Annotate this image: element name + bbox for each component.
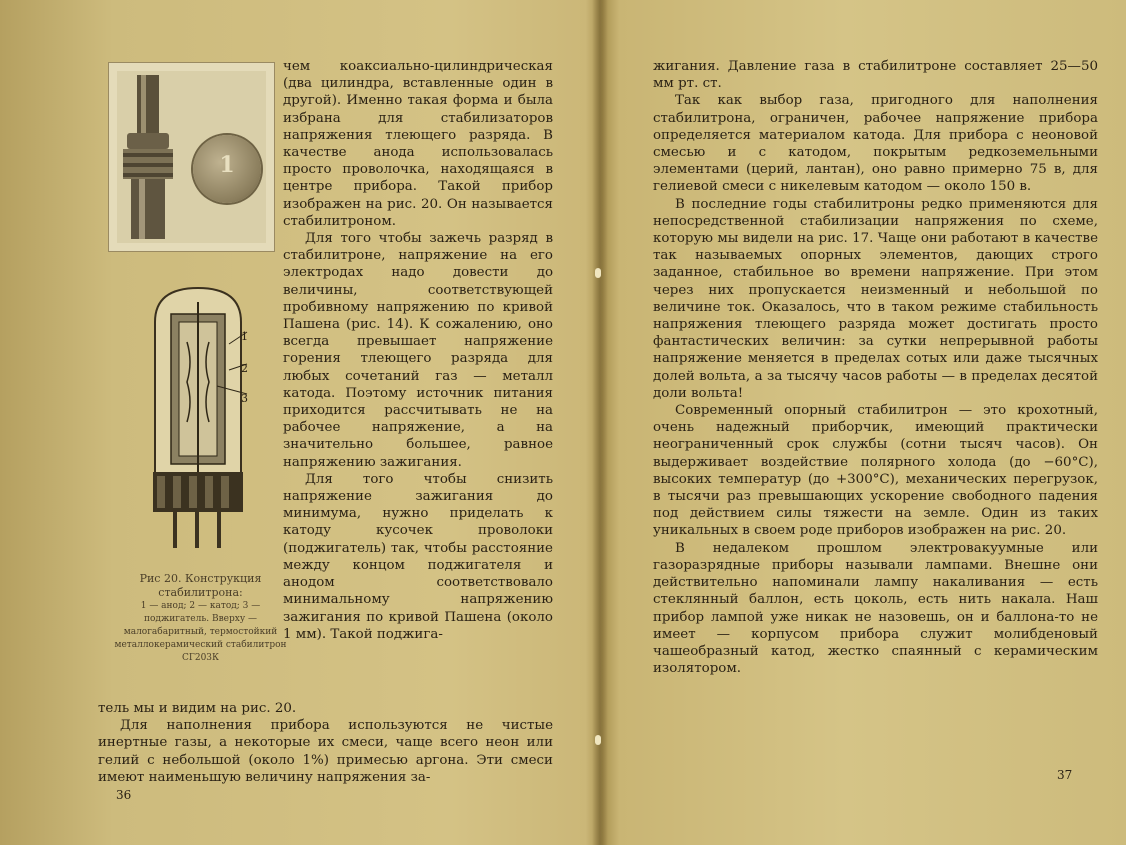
paragraph: В недалеком прошлом электровакуумные или газоразрядные приборы называли лампами. Внешне они действительно напоминали лампу накаливания — есть стеклянный баллон, есть цоколь, есть нить накала. Наш прибор лампой уже никак не назовешь, он и баллона-то не имеет — корпусом прибора служит молибденовый чашеобразный катод, жестко спаянный с керамическим изолятором. <box>653 540 1098 677</box>
paragraph: тель мы и видим на рис. 20. <box>98 701 297 716</box>
paragraph: Для наполнения прибора используются не чистые инертные газы, а некоторые их смеси, чаще всего неон или гелий с небольшой (около 1%) примесью аргона. Эти смеси имеют наименьшую величину напряжения за- <box>98 718 553 785</box>
tube-label-3: 3 <box>241 392 248 405</box>
paragraph: чем коаксиально-цилиндрическая (два цилиндра, вставленные один в другой). Именно такая форма и была избрана для стабилизаторов напряжения тлеющего разряда. В качестве анода использовалась просто проволочка, находящаяся в центре прибора. Такой прибор изображен на рис. 20. Он называется стабилитроном. <box>283 59 553 229</box>
figure-caption <box>108 572 293 665</box>
page-number: 36 <box>116 788 132 802</box>
right-page <box>603 0 1126 845</box>
paragraph: жигания. Давление газа в стабилитроне составляет 25—50 мм рт. ст. <box>653 59 1098 92</box>
left-full-width-text <box>98 700 553 786</box>
caption-title: Рис 20. Конструкция стабилитрона: <box>139 572 262 599</box>
page-number: 37 <box>1057 768 1073 782</box>
caption-text: 1 — анод; 2 — катод; 3 — поджигатель. Вверху — малогабаритный, термостойкий металлокерамический стабилитрон СГ203К <box>114 601 287 663</box>
stabilitron-tube-illustration <box>143 282 253 552</box>
left-text-column <box>283 58 553 643</box>
tube-label-1: 1 <box>241 330 248 343</box>
stabilitron-photo <box>108 62 275 252</box>
paragraph: Современный опорный стабилитрон — это крохотный, очень надежный приборчик, имеющий практически неограниченный срок службы (сотни тысяч часов). Он выдерживает воздействие полярного холода (до −60°C), высоких температур (до +300°C), механических перегрузок, в тысячи раз превышающих ускорение свободного падения под действием силы тяжести на земле. Один из таких уникальных в своем роде приборов изображен на рис. 20. <box>653 403 1098 539</box>
paragraph: Для того чтобы снизить напряжение зажигания до минимума, нужно приделать к катоду кусочек проволоки (поджигатель) так, чтобы расстояние между концом поджигателя и анодом соответствовало минимальному напряжению зажигания по кривой Пашена (около 1 мм). Такой поджига- <box>283 471 553 642</box>
paragraph: Так как выбор газа, пригодного для наполнения стабилитрона, ограничен, рабочее напряжение прибора определяется материалом катода. Для прибора с неоновой смесью и с катодом, покрытым редкоземельными элементами (церий, лантан), оно равно примерно 75 в, для гелиевой смеси с никелевым катодом — около 150 в. <box>653 93 1098 195</box>
right-text-column <box>653 58 1098 677</box>
tube-label-2: 2 <box>241 362 248 375</box>
coin: 1 <box>193 135 261 203</box>
left-page <box>38 0 598 845</box>
paragraph: В последние годы стабилитроны редко применяются для непосредственной стабилизации напряжения по схеме, которую мы видели на рис. 17. Чаще они работают в качестве так называемых опорных элементов, дающих строго заданное, стабильное во времени напряжение. При этом через них пропускается неизменный и небольшой по величине ток. Оказалось, что в таком режиме стабильность напряжения тлеющего разряда может достигать просто фантастических величин: за сутки непрерывной работы напряжение меняется в пределах сотых или даже тысячных долей вольта, а за тысячу часов работы — в пределах десятой доли вольта! <box>653 196 1098 401</box>
paragraph: Для того чтобы зажечь разряд в стабилитроне, напряжение на его электродах надо довести до величины, соответствующей пробивному напряжению по кривой Пашена (рис. 14). К сожалению, оно всегда превышает напряжение горения тлеющего разряда для любых сочетаний газ — металл катода. Поэтому источник питания приходится рассчитывать не на рабочее напряжение, а на значительно большее, равное напряжению зажигания. <box>283 231 553 470</box>
